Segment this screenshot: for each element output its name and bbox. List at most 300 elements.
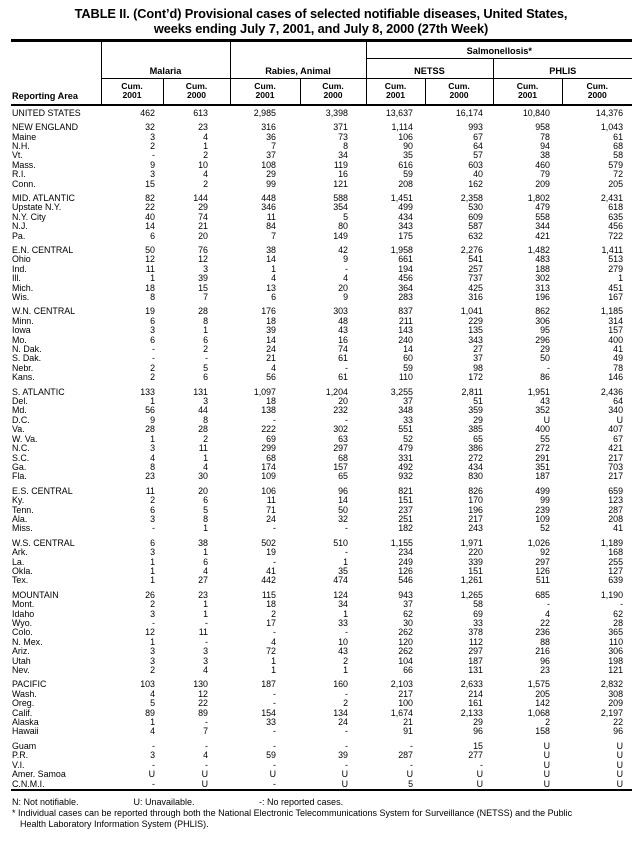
value-cell: 68	[338, 452, 348, 463]
value-cell: 1	[343, 665, 348, 676]
value-cell: 168	[608, 547, 624, 558]
value-cell: 59	[403, 169, 413, 180]
table-row	[11, 727, 632, 736]
reporting-area-cell: N. Mex.	[12, 636, 43, 647]
value-cell: 27	[198, 575, 208, 586]
value-cell: 29	[266, 169, 276, 180]
value-cell: 8	[203, 513, 208, 524]
cum-header-col3	[230, 78, 300, 105]
value-cell: 425	[468, 282, 483, 293]
value-cell: 2	[343, 698, 348, 709]
value-cell: 157	[608, 325, 624, 336]
table-row	[11, 425, 632, 434]
value-cell: 2,431	[600, 192, 624, 203]
value-cell: 297	[535, 556, 550, 567]
value-cell: 8	[150, 461, 155, 472]
value-cell: 49	[613, 353, 624, 364]
value-cell: 359	[468, 405, 483, 416]
value-cell: 262	[398, 646, 413, 657]
cum-header-col4	[300, 78, 366, 105]
value-cell: U	[616, 750, 624, 761]
reporting-area-cell: Ill.	[12, 273, 21, 284]
value-cell: -	[205, 717, 208, 728]
reporting-area-cell: Nebr.	[12, 362, 34, 373]
value-cell: 103	[140, 679, 155, 690]
value-cell: 30	[403, 618, 413, 628]
value-cell: 23	[198, 122, 208, 133]
value-cell: 24	[338, 717, 348, 728]
reporting-area-cell: MID. ATLANTIC	[12, 192, 75, 203]
reporting-area-cell: NEW ENGLAND	[12, 122, 79, 133]
salmonellosis-header: Salmonellosis*	[366, 42, 632, 58]
value-cell: 65	[338, 471, 348, 482]
value-cell: -	[345, 547, 348, 558]
value-cell: 123	[608, 495, 624, 506]
value-cell: 1	[150, 565, 155, 576]
group-united-states	[11, 105, 632, 118]
value-cell: -	[152, 778, 155, 789]
value-cell: 50	[145, 244, 155, 255]
value-cell: 37	[403, 396, 413, 407]
value-cell: 4	[150, 688, 155, 699]
value-cell: 1,971	[460, 537, 483, 548]
table-row	[11, 737, 632, 751]
value-cell: 603	[468, 159, 483, 170]
value-cell: 499	[398, 202, 413, 213]
value-cell: 27	[473, 344, 483, 355]
value-cell: 4	[203, 169, 208, 180]
cum-year: 2000	[186, 90, 207, 101]
value-cell: 4	[271, 273, 276, 284]
value-cell: 10,840	[522, 107, 550, 118]
value-cell: 21	[403, 717, 413, 728]
value-cell: -	[273, 759, 276, 770]
value-cell: 340	[608, 405, 624, 416]
value-cell: 3	[203, 655, 208, 666]
value-cell: 364	[398, 282, 413, 293]
value-cell: 344	[535, 221, 550, 232]
value-cell: 4	[545, 608, 550, 619]
reporting-area-cell: C.N.M.I.	[12, 778, 45, 789]
value-cell: 106	[261, 485, 276, 496]
value-cell: 33	[266, 717, 276, 728]
value-cell: -	[345, 263, 348, 274]
reporting-area-cell: Mont.	[12, 599, 35, 610]
value-cell: 826	[468, 485, 483, 496]
table-row	[11, 515, 632, 524]
value-cell: -	[410, 740, 413, 751]
table-row	[11, 600, 632, 609]
reporting-area-cell: Mo.	[12, 334, 27, 345]
reporting-area-cell: Utah	[12, 655, 31, 666]
value-cell: 2	[150, 599, 155, 610]
value-cell: 1	[150, 396, 155, 407]
value-cell: 1,043	[600, 122, 624, 133]
value-cell: 28	[198, 306, 208, 317]
value-cell: 32	[338, 513, 348, 524]
value-cell: -	[345, 523, 348, 534]
value-cell: 143	[398, 325, 413, 336]
group-en-central	[11, 241, 632, 302]
value-cell: 144	[193, 192, 208, 203]
table-row	[11, 524, 632, 533]
value-cell: 88	[540, 636, 550, 647]
value-cell: 237	[398, 504, 413, 515]
value-cell: 279	[608, 263, 624, 274]
reporting-area-cell: Wyo.	[12, 618, 33, 628]
value-cell: 86	[540, 372, 550, 383]
value-cell: 58	[613, 150, 624, 161]
value-cell: 29	[198, 202, 208, 213]
reporting-area-cell: W.S. CENTRAL	[12, 537, 75, 548]
value-cell: 9	[150, 159, 155, 170]
table-row	[11, 364, 632, 373]
value-cell: 462	[140, 107, 155, 118]
value-cell: 530	[468, 202, 483, 213]
value-cell: 16	[338, 334, 348, 345]
value-cell: 126	[398, 565, 413, 576]
value-cell: 2	[271, 608, 276, 619]
value-cell: 96	[473, 726, 483, 737]
value-cell: 133	[140, 386, 155, 397]
value-cell: U	[476, 778, 483, 789]
value-cell: 346	[261, 202, 276, 213]
value-cell: 64	[473, 140, 483, 151]
reporting-area-cell: R.I.	[12, 169, 26, 180]
value-cell: -	[480, 759, 483, 770]
cum-label: Cum.	[586, 80, 609, 91]
value-cell: 287	[608, 504, 624, 515]
value-cell: 479	[535, 202, 550, 213]
value-cell: 104	[398, 655, 413, 666]
value-cell: 579	[608, 159, 624, 170]
reporting-area-cell: Ariz.	[12, 646, 30, 657]
value-cell: 1,185	[600, 306, 624, 317]
value-cell: U	[201, 769, 208, 780]
value-cell: 2,103	[390, 679, 413, 690]
value-cell: 1,190	[600, 589, 624, 600]
reporting-area-cell: Upstate N.Y.	[12, 202, 62, 213]
cum-label: Cum.	[384, 80, 407, 91]
reporting-area-cell: Idaho	[12, 608, 35, 619]
table-row	[11, 105, 632, 118]
reporting-area-cell: E.S. CENTRAL	[12, 485, 73, 496]
value-cell: 291	[535, 452, 550, 463]
value-cell: 3	[150, 646, 155, 657]
value-cell: 2,985	[253, 107, 276, 118]
value-cell: 4	[203, 131, 208, 142]
table-row	[11, 534, 632, 548]
value-cell: 5	[408, 778, 413, 789]
value-cell: 2	[150, 362, 155, 373]
reporting-area-cell: D.C.	[12, 414, 30, 425]
value-cell: 21	[198, 221, 208, 232]
value-cell: 1,114	[391, 122, 413, 133]
value-cell: 19	[145, 306, 155, 317]
value-cell: 958	[535, 122, 550, 133]
value-cell: 862	[535, 306, 550, 317]
value-cell: 1,411	[601, 244, 624, 255]
value-cell: 236	[535, 627, 550, 638]
value-cell: 1,041	[460, 306, 483, 317]
value-cell: 3	[150, 443, 155, 454]
value-cell: 302	[535, 273, 550, 284]
value-cell: 2	[203, 178, 208, 189]
value-cell: 1	[150, 273, 155, 284]
value-cell: U	[341, 769, 348, 780]
reporting-area-cell: Nev.	[12, 665, 30, 676]
value-cell: 558	[535, 211, 550, 222]
table-row	[11, 293, 632, 302]
value-cell: 162	[468, 178, 483, 189]
value-cell: 511	[535, 575, 550, 586]
legend-unavailable: U: Unavailable.	[133, 796, 195, 807]
value-cell: 502	[261, 537, 276, 548]
value-cell: -	[345, 688, 348, 699]
reporting-area-cell: S.C.	[12, 452, 30, 463]
value-cell: 456	[608, 221, 624, 232]
reporting-area-cell: Okla.	[12, 565, 33, 576]
value-cell: 120	[398, 636, 413, 647]
value-cell: U	[543, 740, 550, 751]
value-cell: 240	[398, 334, 413, 345]
value-cell: 587	[468, 221, 483, 232]
value-cell: 82	[145, 192, 155, 203]
value-cell: 1,026	[527, 537, 550, 548]
value-cell: 297	[468, 646, 483, 657]
value-cell: 251	[398, 513, 413, 524]
value-cell: 613	[193, 107, 208, 118]
table-row	[11, 751, 632, 760]
reporting-area-cell: Ky.	[12, 495, 25, 506]
value-cell: 71	[266, 504, 276, 515]
value-cell: 62	[403, 608, 413, 619]
value-cell: 22	[540, 618, 550, 628]
value-cell: 6	[150, 504, 155, 515]
value-cell: 59	[266, 750, 276, 761]
value-cell: 29	[540, 344, 550, 355]
value-cell: 142	[535, 698, 550, 709]
value-cell: U	[148, 769, 155, 780]
value-cell: 217	[608, 452, 624, 463]
reporting-area-cell: Guam	[12, 740, 37, 751]
value-cell: U	[201, 778, 208, 789]
value-cell: 1,802	[527, 192, 550, 203]
value-cell: U	[406, 769, 413, 780]
value-cell: 1	[150, 556, 155, 567]
value-cell: 407	[608, 424, 624, 435]
reporting-area-cell: N. Dak.	[12, 344, 42, 355]
value-cell: 52	[540, 523, 550, 534]
table-row	[11, 302, 632, 316]
value-cell: 1,951	[527, 386, 550, 397]
value-cell: 12	[145, 627, 155, 638]
value-cell: 2	[343, 655, 348, 666]
value-cell: 30	[198, 471, 208, 482]
value-cell: 351	[535, 461, 550, 472]
value-cell: 67	[473, 131, 483, 142]
value-cell: 52	[403, 433, 413, 444]
value-cell: 205	[535, 688, 550, 699]
value-cell: 68	[266, 452, 276, 463]
reporting-area-cell: Fla.	[12, 471, 27, 482]
value-cell: 1	[203, 523, 208, 534]
value-cell: 386	[468, 443, 483, 454]
reporting-area-cell: Oreg.	[12, 698, 35, 709]
reporting-area-cell: N.H.	[12, 140, 30, 151]
value-cell: 209	[535, 178, 550, 189]
table-row	[11, 189, 632, 203]
value-cell: 18	[145, 282, 155, 293]
value-cell: U	[476, 769, 483, 780]
value-cell: 4	[343, 273, 348, 284]
value-cell: 421	[535, 230, 550, 241]
value-cell: 12	[145, 254, 155, 265]
value-cell: 73	[338, 131, 348, 142]
cum-label: Cum.	[516, 80, 539, 91]
value-cell: 61	[338, 372, 348, 383]
value-cell: 1	[271, 655, 276, 666]
value-cell: 39	[198, 273, 208, 284]
value-cell: 161	[468, 698, 483, 709]
value-cell: 74	[198, 211, 208, 222]
value-cell: 352	[535, 405, 550, 416]
value-cell: 50	[338, 504, 348, 515]
value-cell: 72	[266, 646, 276, 657]
value-cell: 84	[266, 221, 276, 232]
value-cell: 277	[468, 750, 483, 761]
value-cell: 588	[333, 192, 348, 203]
reporting-area-cell: N.J.	[12, 221, 28, 232]
group-es-central	[11, 482, 632, 534]
value-cell: 23	[540, 665, 550, 676]
table-row	[11, 317, 632, 326]
table-row	[11, 576, 632, 585]
reporting-area-cell: Maine	[12, 131, 37, 142]
value-cell: 11	[145, 263, 155, 274]
value-cell: 43	[338, 325, 348, 336]
reporting-area-cell: Conn.	[12, 178, 36, 189]
reporting-area-cell: Wash.	[12, 688, 37, 699]
value-cell: 3	[150, 608, 155, 619]
value-cell: 331	[398, 452, 413, 463]
value-cell: 89	[198, 707, 208, 718]
value-cell: 38	[540, 150, 550, 161]
table-row	[11, 336, 632, 345]
value-cell: 43	[540, 396, 550, 407]
value-cell: 33	[338, 618, 348, 628]
reporting-area-cell: Kans.	[12, 372, 35, 383]
reporting-area-cell: Wis.	[12, 292, 30, 302]
value-cell: -	[152, 150, 155, 161]
value-cell: 14	[145, 221, 155, 232]
value-cell: 187	[468, 655, 483, 666]
reporting-area-cell: Ind.	[12, 263, 27, 274]
value-cell: 37	[266, 150, 276, 161]
value-cell: 229	[468, 315, 483, 326]
value-cell: 90	[403, 140, 413, 151]
value-cell: 7	[271, 140, 276, 151]
table-row	[11, 383, 632, 397]
group-ws-central	[11, 534, 632, 586]
table-row	[11, 675, 632, 689]
table-row	[11, 142, 632, 151]
value-cell: 109	[261, 471, 276, 482]
value-cell: 1	[150, 575, 155, 586]
value-cell: 33	[403, 414, 413, 425]
value-cell: -	[205, 618, 208, 628]
value-cell: U	[543, 414, 550, 425]
value-cell: 3	[150, 169, 155, 180]
table-row	[11, 628, 632, 637]
value-cell: 400	[608, 334, 624, 345]
phlis-header: PHLIS	[493, 58, 632, 78]
value-cell: 12	[198, 688, 208, 699]
value-cell: U	[616, 759, 624, 770]
value-cell: 302	[333, 424, 348, 435]
value-cell: 130	[193, 679, 208, 690]
value-cell: -	[152, 353, 155, 364]
value-cell: 20	[198, 230, 208, 241]
value-cell: 138	[261, 405, 276, 416]
value-cell: 3	[150, 131, 155, 142]
table-row	[11, 657, 632, 666]
value-cell: U	[543, 759, 550, 770]
value-cell: 95	[540, 325, 550, 336]
value-cell: 1	[203, 452, 208, 463]
value-cell: 23	[198, 589, 208, 600]
value-cell: 182	[398, 523, 413, 534]
value-cell: 7	[203, 292, 208, 302]
value-cell: 43	[338, 646, 348, 657]
value-cell: 217	[398, 688, 413, 699]
value-cell: 6	[203, 495, 208, 506]
value-cell: 2	[150, 665, 155, 676]
value-cell: -	[152, 344, 155, 355]
value-cell: 41	[266, 565, 276, 576]
value-cell: -	[273, 688, 276, 699]
value-cell: 154	[261, 707, 276, 718]
value-cell: 126	[535, 565, 550, 576]
value-cell: 316	[261, 122, 276, 133]
value-cell: 48	[338, 315, 348, 326]
value-cell: U	[543, 769, 550, 780]
value-cell: 5	[150, 698, 155, 709]
value-cell: 57	[473, 150, 483, 161]
value-cell: 14	[266, 334, 276, 345]
value-cell: 121	[333, 178, 348, 189]
reporting-area-cell: Ala.	[12, 513, 28, 524]
value-cell: 78	[540, 131, 550, 142]
value-cell: 211	[398, 315, 413, 326]
value-cell: 14	[266, 254, 276, 265]
value-cell: 474	[333, 575, 348, 586]
value-cell: 106	[398, 131, 413, 142]
value-cell: 217	[468, 513, 483, 524]
legend-line	[12, 797, 642, 808]
value-cell: 18	[266, 315, 276, 326]
value-cell: 96	[540, 655, 550, 666]
value-cell: 3	[150, 655, 155, 666]
value-cell: 541	[468, 254, 483, 265]
value-cell: 9	[343, 292, 348, 302]
value-cell: 306	[608, 646, 624, 657]
value-cell: -	[345, 740, 348, 751]
table-row	[11, 373, 632, 382]
value-cell: 17	[266, 618, 276, 628]
value-cell: 78	[613, 362, 624, 373]
reporting-area-cell: E.N. CENTRAL	[12, 244, 74, 255]
